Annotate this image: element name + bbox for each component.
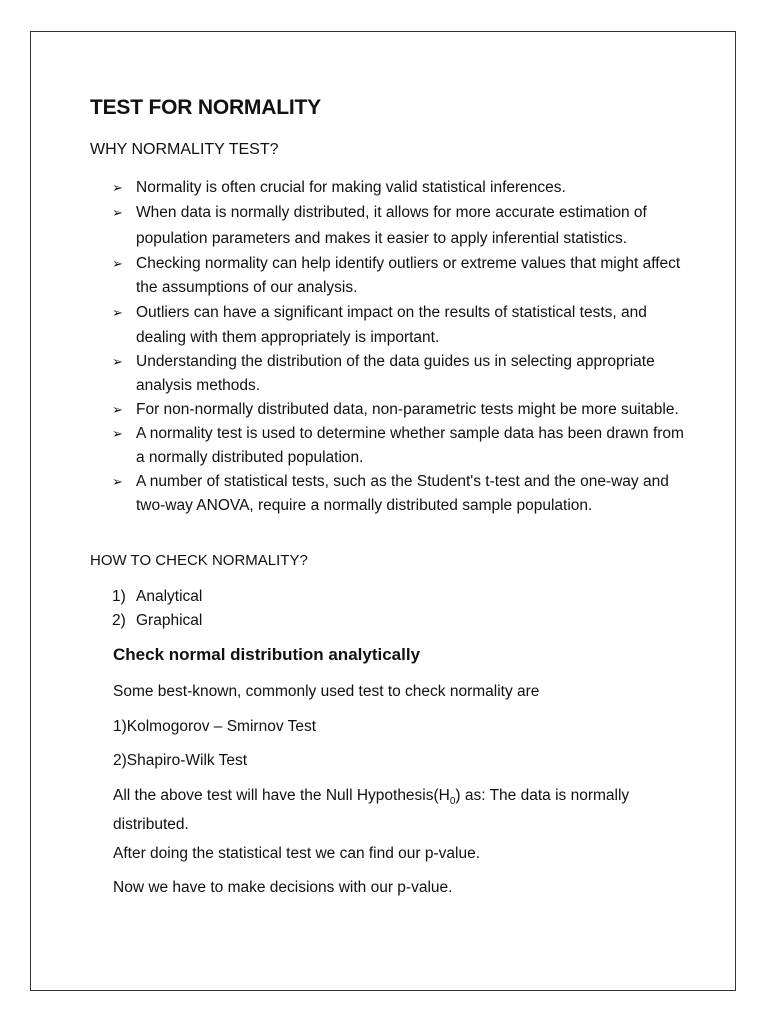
list-item bbox=[112, 300, 692, 350]
arrow-bullet-icon: ➢ bbox=[112, 402, 123, 417]
kolmogorov-smirnov-item: 1)Kolmogorov – Smirnov Test bbox=[113, 718, 317, 735]
null-hypothesis-prefix: All the above test will have the Null Hypothesis(H bbox=[113, 787, 450, 804]
analytic-check-heading: Check normal distribution analytically bbox=[113, 645, 421, 664]
list-item-text: Understanding the distribution of the data guides us in selecting appropriate analysis methods. bbox=[136, 353, 655, 394]
after-test-paragraph: After doing the statistical test we can find our p-value. bbox=[113, 845, 481, 862]
list-number: 1) bbox=[112, 588, 126, 605]
list-item bbox=[112, 200, 692, 252]
null-hypothesis-paragraph bbox=[113, 784, 683, 836]
list-item bbox=[112, 252, 692, 300]
list-item-text: Checking normality can help identify outliers or extreme values that might affect the assumptions of our analysis. bbox=[136, 255, 681, 296]
null-hypothesis-subscript: 0 bbox=[449, 796, 456, 808]
arrow-bullet-icon: ➢ bbox=[112, 180, 123, 195]
how-to-check-heading: HOW TO CHECK NORMALITY? bbox=[90, 552, 308, 569]
list-item-text: A normality test is used to determine whether sample data has been drawn from a normally distributed population. bbox=[136, 425, 684, 466]
list-item-text: Analytical bbox=[136, 588, 203, 605]
list-item-text: Outliers can have a significant impact on the results of statistical tests, and dealing with them appropriately is important. bbox=[136, 304, 647, 346]
arrow-bullet-icon: ➢ bbox=[112, 256, 123, 271]
list-item bbox=[112, 609, 202, 633]
why-normality-heading: WHY NORMALITY TEST? bbox=[90, 141, 279, 158]
arrow-bullet-icon: ➢ bbox=[112, 305, 123, 320]
list-number: 2) bbox=[112, 612, 126, 629]
list-item bbox=[112, 176, 692, 200]
null-hypothesis-suffix: ) as: The data is normally distributed. bbox=[113, 787, 630, 834]
list-item bbox=[112, 422, 692, 470]
list-item bbox=[112, 398, 692, 422]
shapiro-wilk-item: 2)Shapiro-Wilk Test bbox=[113, 752, 248, 769]
arrow-bullet-icon: ➢ bbox=[112, 205, 123, 220]
intro-paragraph: Some best-known, commonly used test to check normality are bbox=[113, 683, 540, 700]
list-item-text: For non-normally distributed data, non-parametric tests might be more suitable. bbox=[136, 401, 679, 418]
why-normality-list bbox=[112, 176, 692, 518]
methods-list bbox=[112, 585, 202, 633]
list-item-text: When data is normally distributed, it allows for more accurate estimation of population parameters and makes it easier to apply inferential statistics. bbox=[136, 204, 647, 247]
list-item bbox=[112, 470, 692, 518]
list-item bbox=[112, 350, 692, 398]
arrow-bullet-icon: ➢ bbox=[112, 426, 123, 441]
list-item-text: Normality is often crucial for making valid statistical inferences. bbox=[136, 179, 566, 196]
list-item-text: Graphical bbox=[136, 612, 203, 629]
list-item-text: A number of statistical tests, such as the Student's t-test and the one-way and two-way ANOVA, require a normally distributed sample population. bbox=[136, 473, 669, 514]
arrow-bullet-icon: ➢ bbox=[112, 354, 123, 369]
arrow-bullet-icon: ➢ bbox=[112, 474, 123, 489]
list-item bbox=[112, 585, 202, 609]
decision-paragraph: Now we have to make decisions with our p-value. bbox=[113, 879, 453, 896]
document-title: TEST FOR NORMALITY bbox=[90, 96, 321, 119]
